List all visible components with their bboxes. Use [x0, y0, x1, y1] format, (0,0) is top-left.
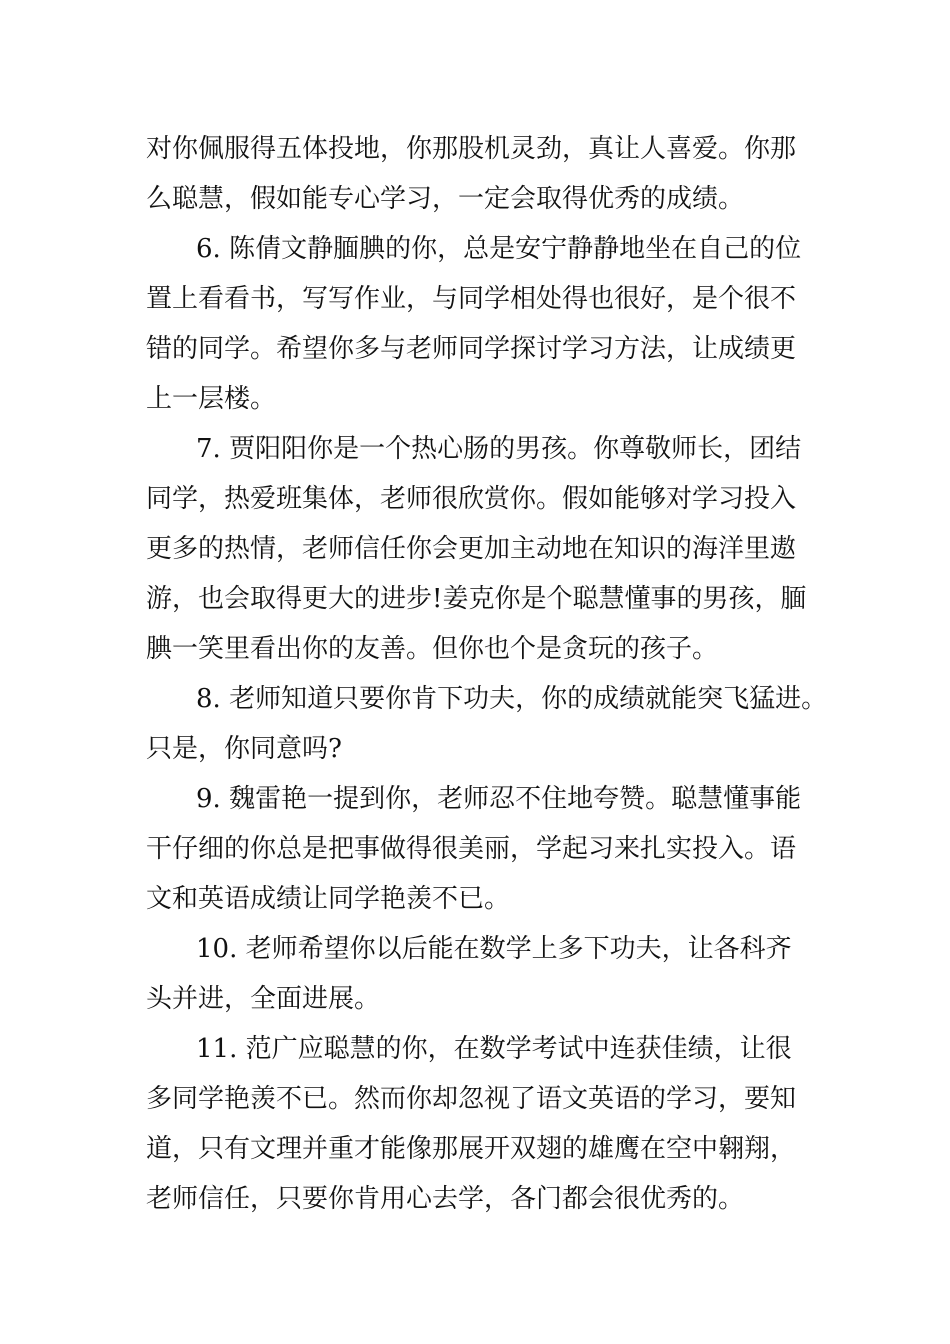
text-line: 头并进，全面进展。	[146, 984, 381, 1014]
text-line: 置上看看书，写写作业，与同学相处得也很好，是个很不	[146, 284, 797, 314]
text-line: 8. 老师知道只要你肯下功夫，你的成绩就能突飞猛进。	[196, 684, 828, 714]
text-line: 10. 老师希望你以后能在数学上多下功夫，让各科齐	[196, 934, 792, 964]
text-line: 对你佩服得五体投地，你那股机灵劲，真让人喜爱。你那	[146, 134, 797, 164]
text-line: 多同学艳羡不已。然而你却忽视了语文英语的学习，要知	[146, 1084, 797, 1114]
text-line: 9. 魏雷艳一提到你，老师忍不住地夸赞。聪慧懂事能	[196, 784, 802, 814]
text-line: 道，只有文理并重才能像那展开双翅的雄鹰在空中翱翔，	[146, 1134, 797, 1164]
text-line: 游，也会取得更大的进步!姜克你是个聪慧懂事的男孩，腼	[146, 584, 807, 614]
text-line: 上一层楼。	[146, 384, 277, 414]
text-line: 么聪慧，假如能专心学习，一定会取得优秀的成绩。	[146, 184, 745, 214]
text-line: 腆一笑里看出你的友善。但你也个是贪玩的孩子。	[146, 634, 719, 664]
text-line: 干仔细的你总是把事做得很美丽，学起习来扎实投入。语	[146, 834, 797, 864]
text-line: 11. 范广应聪慧的你，在数学考试中连获佳绩，让很	[196, 1034, 792, 1064]
text-line: 只是，你同意吗?	[146, 734, 342, 764]
text-line: 错的同学。希望你多与老师同学探讨学习方法，让成绩更	[146, 334, 797, 364]
text-line: 7. 贾阳阳你是一个热心肠的男孩。你尊敬师长，团结	[196, 434, 802, 464]
text-line: 老师信任，只要你肯用心去学，各门都会很优秀的。	[146, 1184, 745, 1214]
text-line: 文和英语成绩让同学艳羡不已。	[146, 884, 511, 914]
text-line: 更多的热情，老师信任你会更加主动地在知识的海洋里遨	[146, 534, 797, 564]
text-line: 同学，热爱班集体，老师很欣赏你。假如能够对学习投入	[146, 484, 797, 514]
text-line: 6. 陈倩文静腼腆的你，总是安宁静静地坐在自己的位	[196, 234, 802, 264]
